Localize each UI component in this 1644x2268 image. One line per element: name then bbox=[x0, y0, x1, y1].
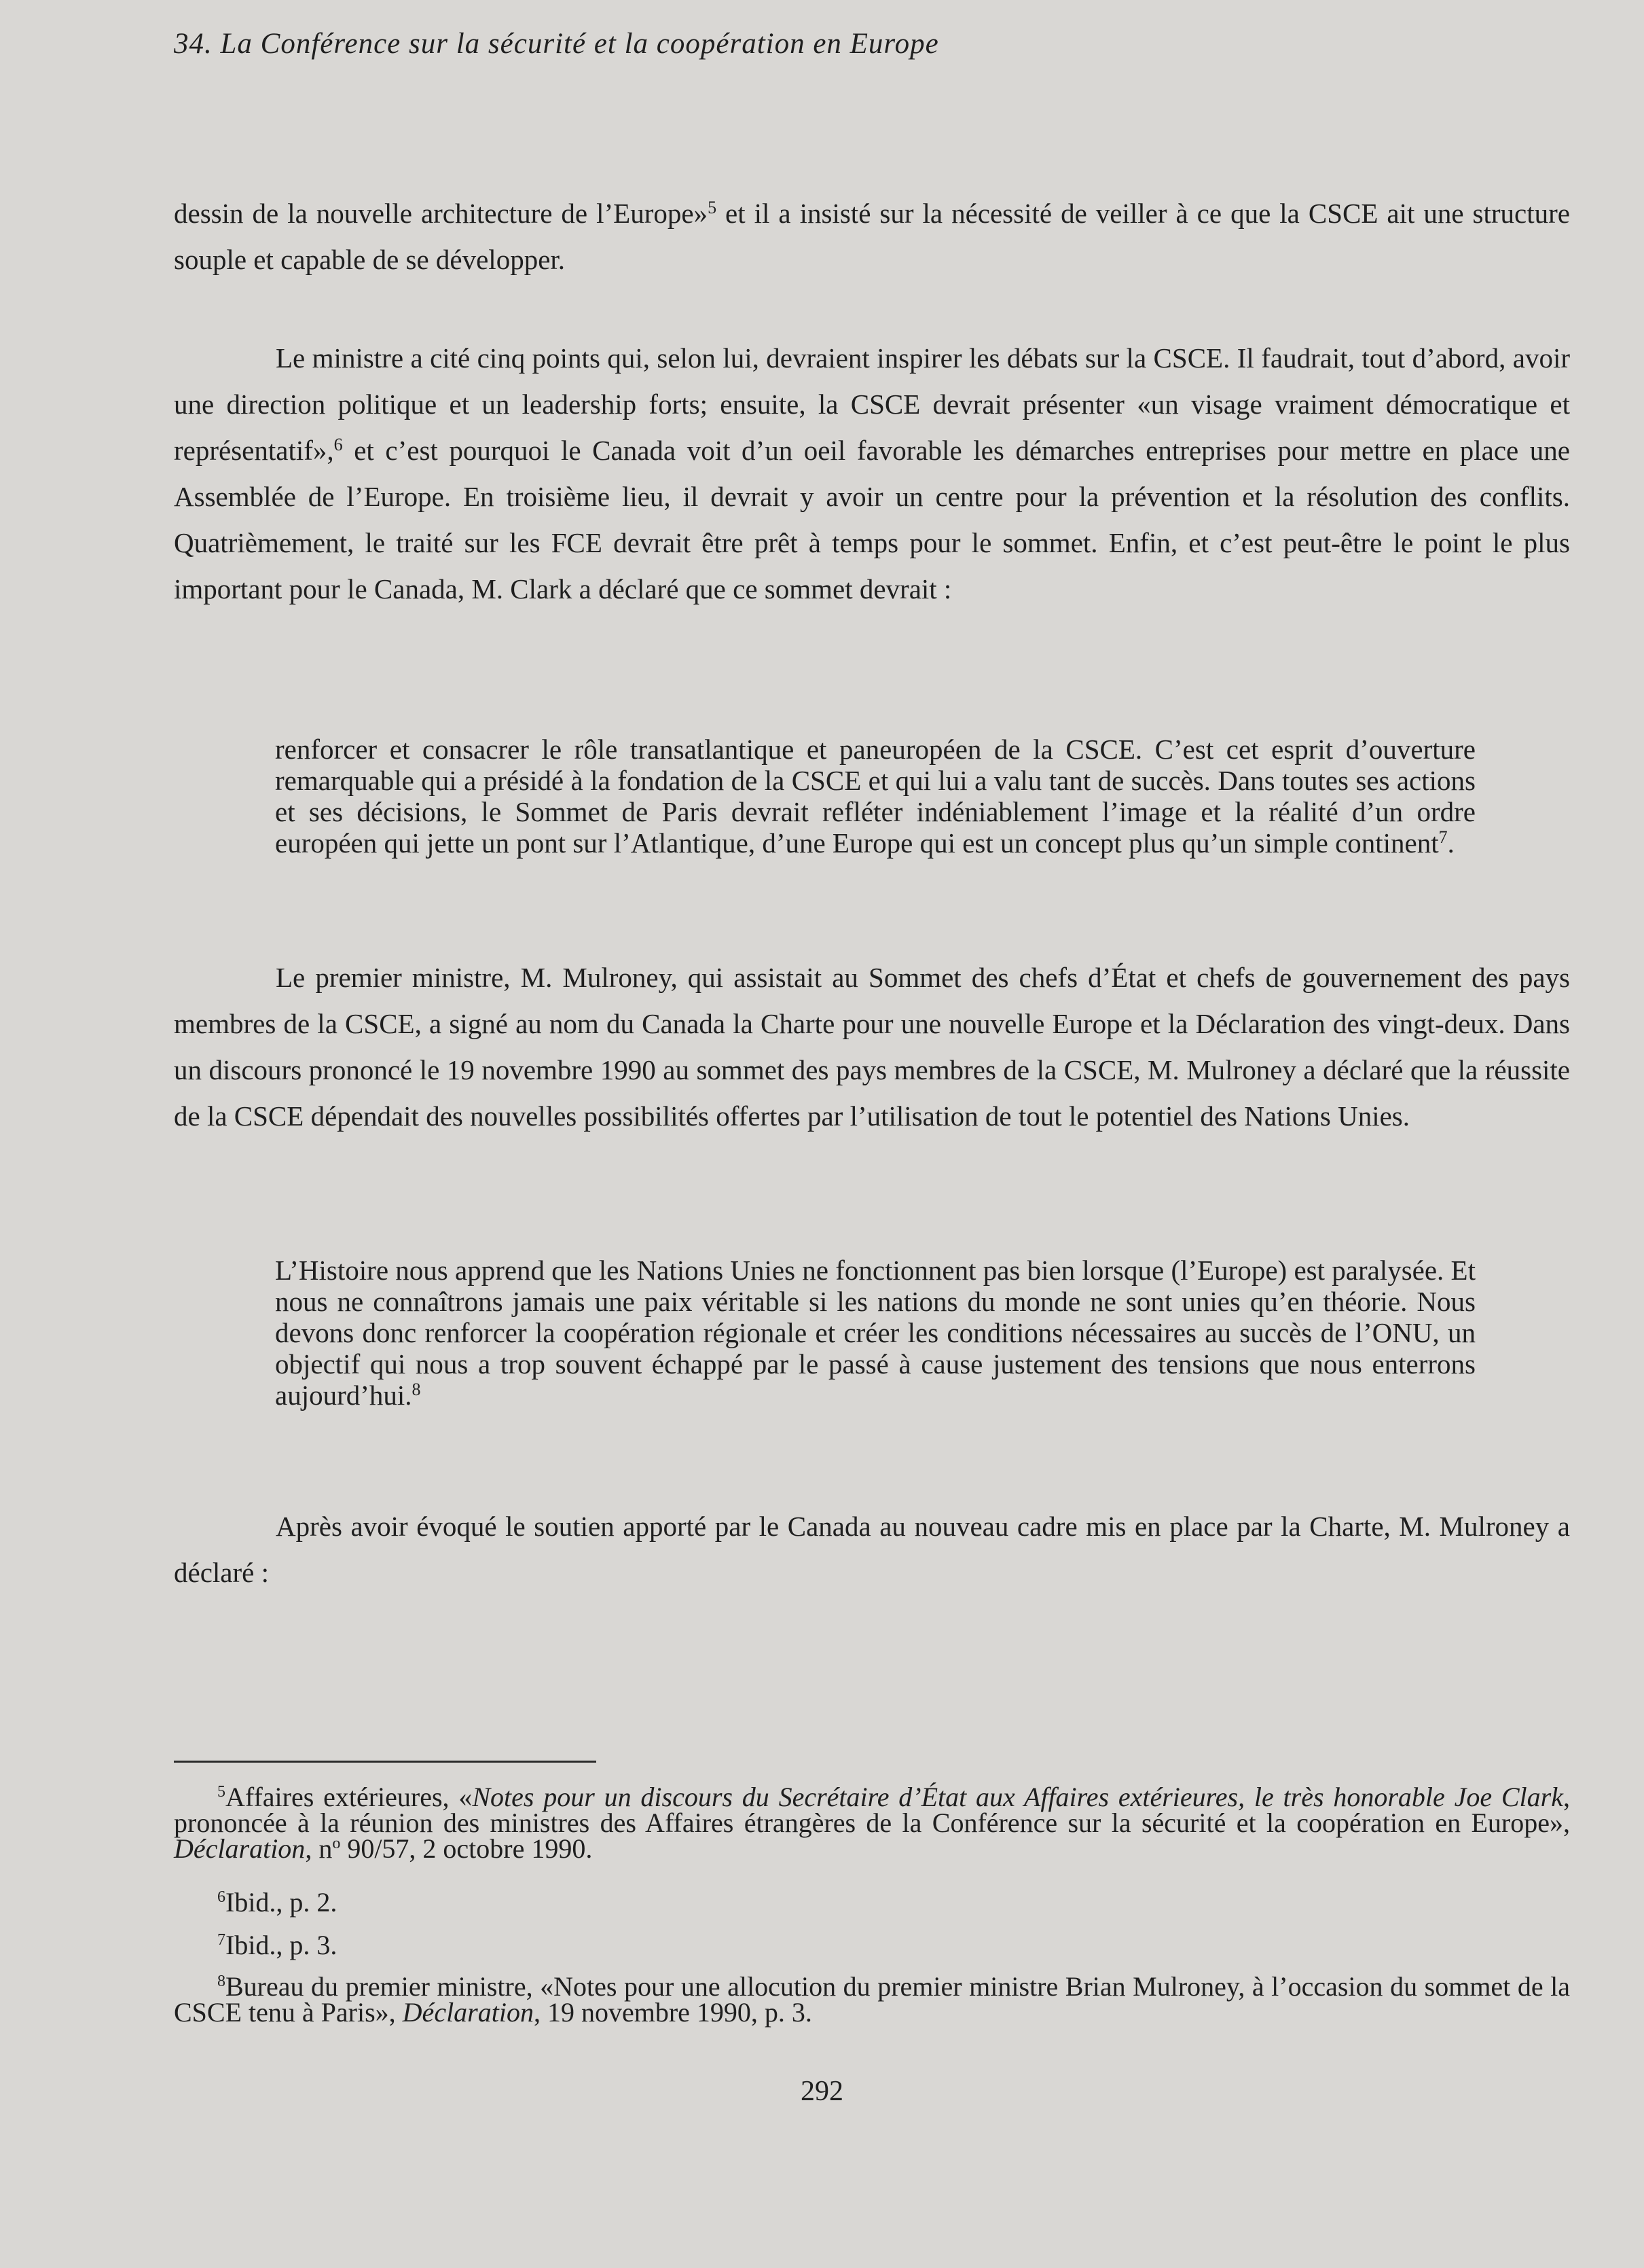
footnote-6 bbox=[174, 1887, 1570, 1918]
paragraph-text: et il a insisté sur la nécessité de veiller à ce que la CSCE ait une structure souple et capable de se développer. bbox=[174, 198, 1570, 275]
footnote-ref: 6 bbox=[333, 435, 343, 454]
footnote-ref: 5 bbox=[708, 198, 717, 217]
paragraph-4 bbox=[174, 1503, 1570, 1596]
paragraph-3 bbox=[174, 954, 1570, 1139]
footnote-text: , 19 novembre 1990, p. 3. bbox=[533, 1997, 812, 2028]
footnote-title: Déclaration bbox=[402, 1997, 534, 2028]
quote-text: L’Histoire nous apprend que les Nations Unies ne fonctionnent pas bien lorsque (l’Europe) est paralysée. Et nous ne connaîtrons jamais une paix véritable si les nations du monde ne sont unies qu’en théorie. Nous devons donc renforcer la coopération régionale et créer les conditions nécessaires au succès de l’ONU, un objectif qui nous a trop souvent échappé par le passé à cause justement des tensions que nous enterrons aujourd’hui. bbox=[275, 1255, 1476, 1411]
footnote-7 bbox=[174, 1932, 1570, 1958]
footnote-text: Ibid., p. 2. bbox=[225, 1887, 337, 1918]
paragraph-text: Le ministre a cité cinq points qui, selon lui, devraient inspirer les débats sur la CSCE. Il faudrait, tout d’abord, avoir une direction politique et un leadership forts; ensuite, la CSCE devrait présenter «un visage vraiment démocratique et représentatif», bbox=[174, 342, 1570, 466]
footnote-8 bbox=[174, 1971, 1570, 2028]
footnote-title: Notes pour un discours du Secrétaire d’État aux Affaires extérieures, le très honorable Joe Clark bbox=[472, 1782, 1563, 1812]
footnote-text: , n bbox=[305, 1833, 333, 1864]
quote-text: . bbox=[1447, 827, 1455, 859]
page-number: 292 bbox=[801, 2076, 843, 2107]
footnote-separator bbox=[174, 1761, 596, 1763]
footnote-text: Ibid., p. 3. bbox=[225, 1930, 337, 1960]
footnote-number: 7 bbox=[217, 1931, 225, 1949]
paragraph-2 bbox=[174, 335, 1570, 612]
paragraph-text: et c’est pourquoi le Canada voit d’un oeil favorable les démarches entreprises pour mettre en place une Assemblée de l’Europe. En troisième lieu, il devrait y avoir un centre pour la prévention et la résolution des conflits. Quatrièmement, le traité sur les FCE devrait être prêt à temps pour le sommet. Enfin, et c’est peut-être le point le plus important pour le Canada, M. Clark a déclaré que ce sommet devrait : bbox=[174, 435, 1570, 605]
running-head: 34. La Conférence sur la sécurité et la coopération en Europe bbox=[174, 28, 939, 60]
paragraph-1 bbox=[174, 190, 1570, 283]
footnote-ordinal: o bbox=[332, 1835, 341, 1852]
footnote-title: Déclaration bbox=[174, 1833, 306, 1864]
footnote-text: Bureau du premier ministre, «Notes pour une allocution du premier ministre Brian Mulroney, à l’occasion du sommet de la CSCE tenu à Paris», bbox=[174, 1971, 1570, 2028]
footnote-ref: 7 bbox=[1438, 827, 1448, 847]
footnote-text: Affaires extérieures, « bbox=[225, 1782, 473, 1812]
footnote-text: 90/57, 2 octobre 1990. bbox=[340, 1833, 593, 1864]
footnote-text: , prononcée à la réunion des ministres des Affaires étrangères de la Conférence sur la sécurité et la coopération en Europe», bbox=[174, 1782, 1570, 1838]
paragraph-text: Après avoir évoqué le soutien apporté par le Canada au nouveau cadre mis en place par la Charte, M. Mulroney a déclaré : bbox=[174, 1511, 1570, 1588]
footnote-5 bbox=[174, 1784, 1570, 1862]
block-quote-2 bbox=[275, 1255, 1476, 1411]
block-quote-1 bbox=[275, 734, 1476, 859]
footnote-number: 8 bbox=[217, 1973, 225, 1990]
paragraph-text: dessin de la nouvelle architecture de l’Europe» bbox=[174, 198, 708, 229]
paragraph-text: Le premier ministre, M. Mulroney, qui assistait au Sommet des chefs d’État et chefs de gouvernement des pays membres de la CSCE, a signé au nom du Canada la Charte pour une nouvelle Europe et la Déclaration des vingt-deux. Dans un discours prononcé le 19 novembre 1990 au sommet des pays membres de la CSCE, M. Mulroney a déclaré que la réussite de la CSCE dépendait des nouvelles possibilités offertes par l’utilisation de tout le potentiel des Nations Unies. bbox=[174, 962, 1570, 1132]
footnote-ref: 8 bbox=[412, 1380, 421, 1399]
footnote-number: 6 bbox=[217, 1888, 225, 1906]
quote-text: renforcer et consacrer le rôle transatlantique et paneuropéen de la CSCE. C’est cet esprit d’ouverture remarquable qui a présidé à la fondation de la CSCE et qui lui a valu tant de succès. Dans toutes ses actions et ses décisions, le Sommet de Paris devrait refléter indéniablement l’image et la réalité d’un ordre européen qui jette un pont sur l’Atlantique, d’une Europe qui est un concept plus qu’un simple continent bbox=[275, 734, 1476, 859]
footnote-number: 5 bbox=[217, 1783, 225, 1801]
